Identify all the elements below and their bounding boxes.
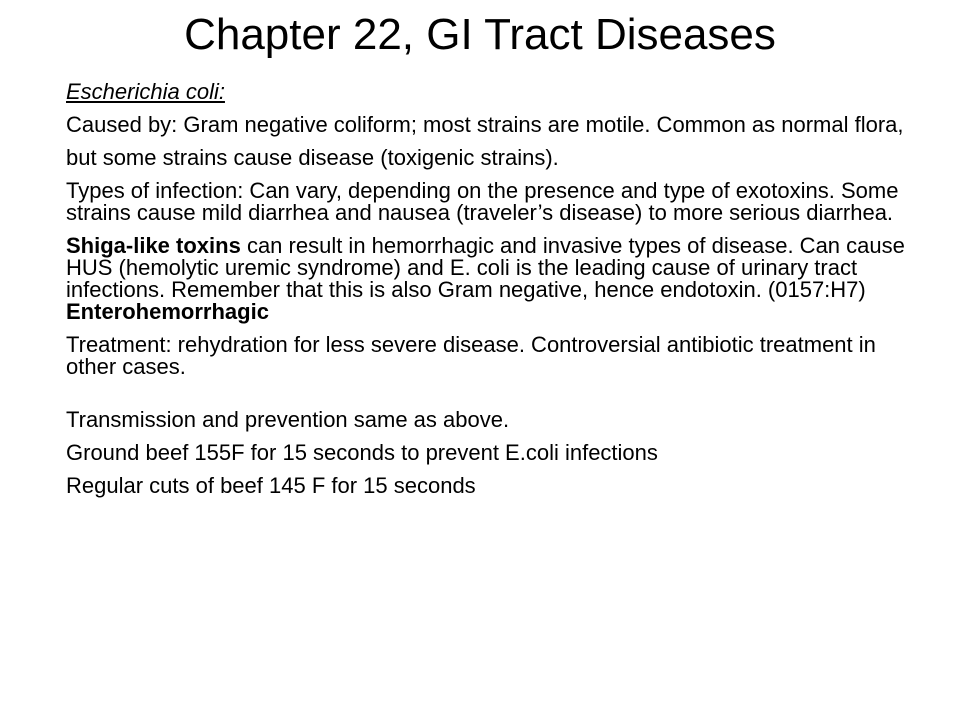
caused-by-text: Caused by: Gram negative coliform; most strains are motile. Common as normal flora, bbox=[66, 112, 904, 137]
treatment-text: Treatment: rehydration for less severe disease. Controversial antibiotic treatment in other cases. bbox=[66, 332, 876, 379]
ground-beef-text: Ground beef 155F for 15 seconds to prevent E.coli infections bbox=[66, 440, 658, 465]
shiga-toxins-term: Shiga-like toxins bbox=[66, 233, 241, 258]
spacer bbox=[66, 389, 926, 409]
slide-title: Chapter 22, GI Tract Diseases bbox=[184, 10, 776, 59]
organism-heading: Escherichia coli: bbox=[66, 79, 225, 104]
shiga-paragraph bbox=[66, 235, 926, 323]
shiga-description: can result in hemorrhagic and invasive types of disease. Can cause HUS (hemolytic uremic syndrome) and E. coli is the leading cause of urinary tract infections. Remember that this is also Gram negative, hence endotoxin. (0157:H7) bbox=[66, 233, 905, 302]
toxigenic-text: but some strains cause disease (toxigenic strains). bbox=[66, 145, 559, 170]
transmission-text: Transmission and prevention same as above. bbox=[66, 407, 510, 432]
slide-body bbox=[66, 81, 926, 508]
regular-cuts-text: Regular cuts of beef 145 F for 15 seconds bbox=[66, 473, 476, 498]
enterohemorrhagic-term: Enterohemorrhagic bbox=[66, 299, 269, 324]
types-of-infection-text: Types of infection: Can vary, depending on the presence and type of exotoxins. Some strains cause mild diarrhea and nausea (traveler’s disease) to more serious diarrhea. bbox=[66, 178, 899, 225]
